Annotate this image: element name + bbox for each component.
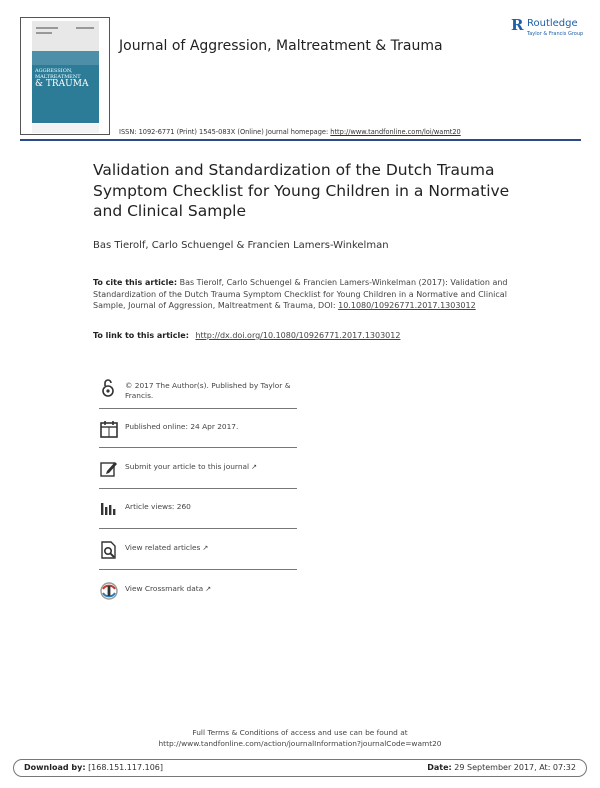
cover-photo-strip — [32, 51, 99, 65]
external-link-icon: ↗ — [251, 463, 257, 471]
license-text: © 2017 The Author(s). Published by Taylor & Francis. — [125, 381, 291, 400]
bar-chart-icon — [99, 499, 119, 519]
submit-article-link[interactable] — [125, 462, 297, 472]
header-divider — [20, 139, 581, 141]
issn-text: ISSN: 1092-6771 (Print) 1545-083X (Online) Journal homepage: — [119, 128, 329, 136]
cite-label: To cite this article: — [93, 278, 178, 287]
publisher-group: Taylor & Francis Group — [527, 31, 584, 37]
external-link-icon: ↗ — [205, 585, 212, 593]
crossmark-icon — [99, 581, 119, 601]
cover-line2: MALTREATMENT — [35, 74, 81, 80]
submit-article-text[interactable]: Submit your article to this journal — [125, 462, 250, 471]
article-doi-url[interactable]: http://dx.doi.org/10.1080/10926771.2017.1303012 — [195, 331, 401, 340]
cover-footer — [32, 124, 99, 133]
citation-block — [93, 277, 513, 312]
link-label: To link to this article: — [93, 331, 189, 340]
info-divider — [99, 447, 297, 448]
article-views-text: Article views: 260 — [125, 502, 191, 511]
related-articles-icon — [99, 540, 119, 560]
download-date — [427, 763, 576, 772]
cover-top-panel — [32, 21, 99, 51]
crossmark-text[interactable]: View Crossmark data — [125, 584, 204, 593]
cover-title-panel — [32, 65, 99, 123]
date-value: 29 September 2017, At: 07:32 — [454, 763, 576, 772]
journal-cover-thumbnail — [20, 17, 110, 135]
article-authors: Bas Tierolf, Carlo Schuengel & Francien Lamers-Winkelman — [93, 240, 389, 251]
journal-homepage-link[interactable]: http://www.tandfonline.com/loi/wamt20 — [330, 128, 461, 136]
cite-text: Bas Tierolf, Carlo Schuengel & Francien Lamers-Winkelman (2017): Validation and Standardization of the Dutch Trauma Symptom Checklist for Young Children in a Normative and Clinical Sample, Journal of Aggression, Maltreatment & Trauma, DOI: — [93, 278, 508, 310]
calendar-icon — [99, 419, 119, 439]
downloaded-by-label: Download by: — [24, 763, 86, 772]
publisher-logo — [511, 17, 591, 47]
info-divider — [99, 569, 297, 570]
date-label: Date: — [427, 763, 452, 772]
info-divider — [99, 408, 297, 409]
terms-url[interactable]: http://www.tandfonline.com/action/journalInformation?journalCode=wamt20 — [158, 739, 442, 748]
open-access-icon — [99, 378, 119, 398]
edit-icon — [99, 459, 119, 479]
cover-line1: AGGRESSION, — [35, 68, 73, 74]
related-articles-text[interactable]: View related articles — [125, 543, 201, 552]
downloaded-by-value: [168.151.117.106] — [88, 763, 164, 772]
article-link-line — [93, 331, 400, 340]
terms-line1: Full Terms & Conditions of access and use can be found at — [192, 728, 408, 737]
external-link-icon: ↗ — [202, 544, 209, 552]
downloaded-by — [24, 763, 163, 772]
info-divider — [99, 488, 297, 489]
info-divider — [99, 528, 297, 529]
related-articles-link[interactable] — [125, 543, 297, 553]
article-title: Validation and Standardization of the Dutch Trauma Symptom Checklist for Young Children in a Normative and Clinical Sample — [93, 161, 510, 220]
publisher-name: Routledge — [527, 18, 578, 29]
cite-doi-link[interactable]: 10.1080/10926771.2017.1303012 — [338, 301, 476, 310]
crossmark-link[interactable] — [125, 584, 297, 594]
download-info-bar — [13, 759, 587, 777]
cover-line3: & TRAUMA — [35, 79, 89, 89]
issn-line — [119, 128, 461, 136]
published-online-text: Published online: 24 Apr 2017. — [125, 422, 239, 431]
journal-title: Journal of Aggression, Maltreatment & Trauma — [119, 38, 443, 54]
routledge-logo-icon: R — [511, 16, 524, 34]
terms-notice — [0, 727, 600, 749]
